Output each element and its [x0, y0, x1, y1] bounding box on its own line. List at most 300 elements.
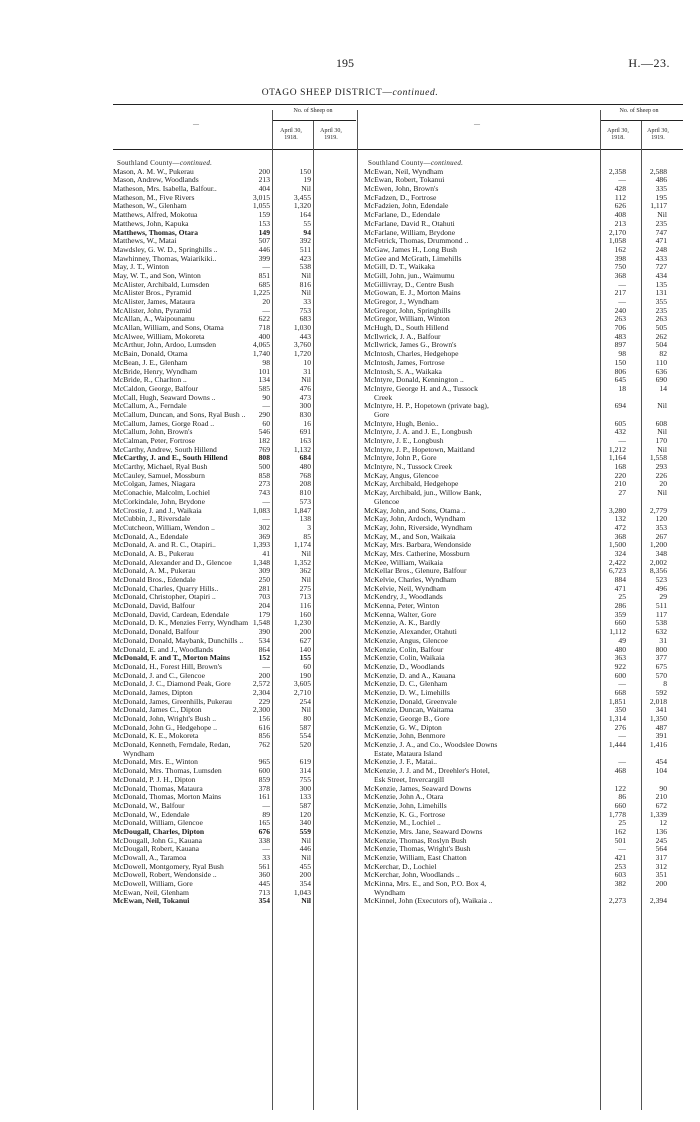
table-row: [113, 176, 356, 185]
table-row: [113, 819, 356, 828]
table-row: [364, 489, 684, 498]
sheep-count-1918: 856: [258, 731, 270, 741]
owner-name: McBain, Donald, Otama: [113, 350, 188, 359]
sheep-count-1919: 1,847: [293, 505, 311, 515]
sheep-count-1918: 253: [614, 861, 626, 871]
table-row: [364, 368, 684, 377]
owner-name: McKerchar, John, Woodlands ..: [364, 871, 460, 880]
owner-name: McDonald, Thomas, Morton Mains: [113, 793, 222, 802]
table-row: [113, 646, 356, 655]
sheep-count-1918: —: [262, 401, 270, 411]
sheep-count-1919: 753: [299, 305, 311, 315]
sheep-count-1918: 159: [258, 210, 270, 220]
sheep-count-1919: 433: [655, 253, 667, 263]
left-column-header: [113, 106, 356, 148]
owner-name: McDonald, Donald, Balfour: [113, 628, 199, 637]
sheep-count-1918: 3,280: [608, 505, 626, 515]
owner-name: McDowell, William, Gore: [113, 880, 193, 889]
sheep-count-1919: Nil: [301, 575, 311, 584]
owner-name: McKenzie, A. K., Bardly: [364, 619, 441, 628]
table-row: [364, 654, 684, 663]
sheep-count-1919: 3,455: [293, 192, 311, 202]
sheep-count-1918: 250: [258, 575, 270, 584]
sheep-count-1918: 743: [258, 488, 270, 498]
sheep-count-1918: 168: [614, 462, 626, 472]
sheep-count-1919: 254: [299, 696, 311, 706]
owner-name: McAllan, A., Waipounamu: [113, 315, 195, 324]
sheep-count-1918: 354: [258, 896, 270, 906]
sheep-count-1919: 587: [299, 722, 311, 732]
owner-name: McDonald, Kenneth, Ferndale, Redan,: [113, 741, 231, 750]
table-row: [113, 889, 356, 898]
table-row: [113, 637, 356, 646]
table-row: [113, 863, 356, 872]
sheep-count-1919: 354: [299, 879, 311, 889]
owner-name: McBean, J. E., Glenham: [113, 358, 188, 367]
sheep-count-1918: 703: [258, 592, 270, 602]
table-row: [113, 298, 356, 307]
sheep-count-1919: 511: [299, 244, 311, 254]
table-row: [113, 698, 356, 707]
sheep-count-1919: 335: [655, 184, 667, 194]
sheep-count-1918: 398: [614, 253, 626, 263]
sheep-count-1918: 281: [258, 583, 270, 593]
owner-name: McAlwee, William, Mokoreta: [113, 332, 205, 341]
owner-name: McKenzie, J. F., Matai..: [364, 758, 437, 767]
table-row: [364, 472, 684, 481]
sheep-count-1918: 622: [258, 314, 270, 324]
owner-name: May, J. T., Winton: [113, 263, 169, 272]
table-row: [113, 411, 356, 420]
table-row: [113, 315, 356, 324]
sheep-count-1919: 8: [663, 679, 667, 689]
sheep-count-1918: 408: [614, 210, 626, 220]
sheep-count-1919: 200: [299, 627, 311, 637]
sheep-count-1919: 727: [655, 262, 667, 272]
sheep-count-1918: 806: [614, 366, 626, 376]
owner-name: McDonald, John, Wright's Bush ..: [113, 715, 217, 723]
table-row: [364, 637, 684, 646]
owner-name: McCauley, Samuel, Mossburn: [113, 471, 205, 480]
owner-name: McKenzie, Alexander, Otahuti: [364, 628, 457, 637]
table-row: [113, 593, 356, 602]
sheep-count-1919: 235: [655, 218, 667, 228]
right-section-heading: [364, 159, 684, 168]
table-row: [364, 185, 684, 194]
sheep-count-1918: 2,572: [252, 679, 270, 689]
sheep-count-1918: 200: [258, 670, 270, 680]
table-row: [113, 272, 356, 281]
table-row: [113, 454, 356, 463]
owner-name: McDonald, E. and J., Woodlands: [113, 645, 214, 654]
sheep-count-1919: 312: [655, 861, 667, 871]
sheep-count-1919: 1,230: [293, 618, 311, 628]
sheep-count-1919: 1,320: [293, 201, 311, 211]
table-row: [364, 176, 684, 185]
sheep-count-1918: 600: [614, 670, 626, 680]
owner-name: McAlister, James, Mataura: [113, 298, 195, 306]
owner-name: McDonald, Mrs. E., Winton: [113, 758, 198, 767]
sheep-count-1919: 12: [659, 818, 667, 828]
sheep-count-1919: 33: [303, 297, 311, 306]
table-row: [113, 585, 356, 594]
owner-name: McGaw, James H., Long Bush: [364, 245, 457, 254]
table-row: [364, 194, 684, 203]
owner-name: McColgan, James, Niagara: [113, 480, 196, 489]
sheep-count-1919: 351: [655, 870, 667, 880]
sheep-count-1919: 2,588: [649, 166, 667, 176]
table-row: [364, 454, 684, 463]
sheep-count-1919: 476: [299, 383, 311, 393]
owner-name: McCaldon, George, Balfour: [113, 384, 199, 393]
owner-name: McDonald Bros., Edendale: [113, 576, 196, 584]
table-row: [113, 324, 356, 333]
owner-name: Mason, A. M. W., Pukerau: [113, 167, 194, 176]
sheep-count-1919: Nil: [657, 444, 667, 454]
owner-name: McKinnel, John (Executors of), Waikaia ..: [364, 897, 493, 906]
sheep-count-1919: Nil: [301, 375, 311, 385]
owner-name: McKenzie, Colin, Balfour: [364, 645, 444, 654]
sheep-count-1918: —: [262, 661, 270, 671]
sheep-count-1918: 3,015: [252, 192, 270, 202]
owner-name: McIntosh, James, Fortrose: [364, 358, 445, 367]
owner-name: McIlwrick, James G., Brown's: [364, 341, 457, 350]
sheep-count-1919: 471: [655, 236, 667, 246]
sheep-count-1919: 293: [655, 462, 667, 472]
table-row: [364, 819, 684, 828]
sheep-count-1919: 755: [299, 774, 311, 784]
sheep-count-1919: 340: [299, 818, 311, 828]
sheep-count-1919: 10: [303, 357, 311, 367]
left-section-heading: [113, 159, 356, 168]
sheep-count-1918: 1,112: [609, 627, 626, 637]
sheep-count-1919: 810: [299, 488, 311, 498]
table-row: [364, 237, 684, 246]
table-row: [113, 229, 356, 238]
sheep-count-1919: 559: [299, 826, 311, 836]
sheep-count-1919: 120: [299, 809, 311, 819]
owner-name: McDonald, David, Balfour: [113, 602, 195, 611]
sheep-count-1919: 434: [655, 270, 667, 280]
owner-name: McKenzie, Thomas, Wright's Bush: [364, 845, 471, 854]
sheep-subheader-rule-left: [272, 120, 356, 121]
sheep-count-1919: 116: [299, 601, 311, 611]
table-row: [113, 428, 356, 437]
table-row: [113, 706, 356, 715]
sheep-count-1919: 348: [655, 548, 667, 558]
sheep-count-1918: 2,273: [608, 896, 626, 906]
table-row: [364, 498, 684, 507]
right-column: [364, 159, 684, 906]
sheep-count-1918: 428: [614, 184, 626, 194]
sheep-count-1919: 2,710: [293, 687, 311, 697]
table-row: [113, 567, 356, 576]
owner-name: McDougall, John G., Kauana: [113, 836, 202, 845]
sheep-count-1919: 1,339: [649, 809, 667, 819]
table-row: [364, 202, 684, 211]
owner-name: McKenzie, D. W., Limehills: [364, 688, 450, 697]
sheep-count-1918: 660: [614, 800, 626, 810]
owner-name: McDonald, Thomas, Mataura: [113, 784, 203, 793]
table-row: [364, 897, 684, 906]
owner-name: McDowell, Robert, Wendonside ..: [113, 871, 217, 880]
owner-name: McFadzen, D., Fortrose: [364, 193, 437, 202]
owner-name: McKenzie, William, East Chatton: [364, 854, 467, 862]
owner-name: McFarlane, David R., Otahuti: [364, 219, 455, 228]
sheep-count-1918: 368: [614, 531, 626, 541]
sheep-count-1918: 363: [614, 653, 626, 663]
owner-name: McKenzie, Duncan, Waitama: [364, 706, 454, 715]
sheep-count-1918: 86: [618, 792, 626, 802]
owner-name: McDonald, F. and T., Morton Mains: [113, 654, 230, 663]
sheep-count-1918: 1,444: [608, 740, 626, 750]
owner-name: McDougall, Robert, Kauana: [113, 845, 200, 854]
sheep-count-1919: 262: [655, 331, 667, 341]
table-row: [364, 689, 684, 698]
sheep-count-1919: 377: [655, 653, 667, 663]
owner-name: McKenzie, Angus, Glencoe: [364, 636, 448, 645]
table-row: [113, 663, 356, 672]
owner-name: McIntyre, J. P., Hopetown, Maitland: [364, 445, 475, 454]
sheep-count-1918: 162: [614, 826, 626, 836]
table-row: [364, 628, 684, 637]
sheep-count-1919: 619: [299, 757, 311, 767]
owner-name: McKay, Archibald, Hedgehope: [364, 480, 459, 489]
sheep-count-1919: Nil: [657, 401, 667, 411]
owner-name: McKenzie, J. J. and M., Dreehler's Hotel,: [364, 767, 490, 776]
left-section-cont: continued.: [179, 159, 213, 167]
table-row: [364, 524, 684, 533]
table-row: [113, 654, 356, 663]
owner-name: McCubbin, J., Riversdale: [113, 515, 191, 524]
sheep-count-1919: 672: [655, 800, 667, 810]
owner-name: McDonald, Alexander and D., Glencoe: [113, 558, 232, 567]
owner-name: Mason, Andrew, Woodlands: [113, 176, 199, 185]
sheep-count-1918: 213: [258, 175, 270, 185]
table-row: [364, 741, 684, 750]
table-row: [113, 732, 356, 741]
table-row: [364, 619, 684, 628]
table-row: [364, 168, 684, 177]
owner-name: Matthews, Thomas, Otara: [113, 228, 199, 237]
owner-name: Matheson, M., Five Rivers: [113, 193, 195, 202]
owner-name: McKenzie, James, Seaward Downs: [364, 784, 472, 793]
sheep-count-1918: 2,304: [252, 687, 270, 697]
table-row: [364, 315, 684, 324]
right-section-cont: continued.: [430, 159, 464, 167]
table-row: [113, 341, 356, 350]
owner-name: McKenzie, D. and A., Kauana: [364, 671, 456, 680]
sheep-count-1919: 131: [655, 288, 667, 298]
sheep-count-1919: 300: [299, 401, 311, 411]
sheep-count-1919: 190: [299, 670, 311, 680]
sheep-count-1919: 520: [299, 740, 311, 750]
sheep-count-1918: 33: [262, 853, 270, 862]
sheep-count-1919: 94: [303, 227, 311, 237]
owner-name: McGregor, John, Springhills: [364, 306, 451, 315]
sheep-count-1918: 324: [614, 548, 626, 558]
table-row: [364, 263, 684, 272]
table-row: [364, 437, 684, 446]
table-row: [364, 255, 684, 264]
table-row: [113, 211, 356, 220]
owner-name: McCarthy, J. and E., South Hillend: [113, 454, 228, 463]
sheep-count-1919: 80: [303, 714, 311, 723]
sheep-count-1919: 505: [655, 323, 667, 333]
sheep-count-1918: 480: [614, 644, 626, 654]
owner-name: McCarthy, Andrew, South Hillend: [113, 445, 217, 454]
sheep-count-1919: 208: [299, 479, 311, 489]
sheep-count-1918: 1,164: [608, 453, 626, 463]
sheep-count-1919: 592: [655, 687, 667, 697]
table-row: [364, 776, 684, 785]
table-row: [364, 333, 684, 342]
table-row: [113, 758, 356, 767]
table-row: [113, 550, 356, 559]
sheep-count-1919: 1,350: [649, 714, 667, 723]
table-row: [113, 185, 356, 194]
sheep-count-1918: 600: [258, 766, 270, 776]
sheep-count-1918: —: [262, 305, 270, 315]
sheep-count-1919: 355: [655, 297, 667, 306]
sheep-count-1919: 245: [655, 835, 667, 845]
sheep-count-1919: 353: [655, 522, 667, 532]
table-row: [364, 811, 684, 820]
sheep-count-1919: 314: [299, 766, 311, 776]
document-reference: H.—23.: [628, 56, 670, 70]
owner-name: McDonald, James C., Dipton: [113, 706, 202, 715]
owner-name: McKellar Bros., Glenure, Balfour: [364, 567, 467, 576]
sheep-count-1919: 443: [299, 331, 311, 341]
owner-name: McCallum, Duncan, and Sons, Ryal Bush ..: [113, 410, 246, 419]
sheep-count-1919: 341: [655, 705, 667, 715]
table-row: [113, 463, 356, 472]
left-section-main: Southland County—: [117, 159, 180, 167]
table-row: [113, 289, 356, 298]
sheep-count-1918: 1,740: [252, 349, 270, 359]
sheep-count-1918: 694: [614, 401, 626, 411]
sheep-count-1918: 162: [614, 244, 626, 254]
owner-name: McAlister Bros., Pyramid: [113, 289, 192, 298]
owner-name: McConachie, Malcolm, Lochiel: [113, 489, 211, 498]
sheep-count-1918: 1,314: [608, 714, 626, 723]
sheep-count-1918: 378: [258, 783, 270, 793]
sheep-count-1918: 1,548: [252, 618, 270, 628]
sheep-count-1918: 472: [614, 522, 626, 532]
sheep-count-1918: 2,300: [252, 705, 270, 715]
sheep-count-1918: 1,083: [252, 505, 270, 515]
sheep-count-1918: 1,851: [608, 696, 626, 706]
sheep-count-1918: 713: [258, 887, 270, 897]
owner-name: McDonald, D. K., Menzies Ferry, Wyndham: [113, 619, 249, 628]
table-row: [364, 793, 684, 802]
right-header-dash: —: [474, 122, 480, 128]
owner-name: McKenzie, John, Limehills: [364, 801, 447, 810]
left-header-year-1918: April 30, 1918.: [280, 128, 302, 141]
sheep-count-1918: 851: [258, 270, 270, 280]
sheep-count-1919: Nil: [301, 896, 311, 906]
table-row: [113, 715, 356, 724]
owner-name: McKenzie, George B., Gore: [364, 715, 450, 723]
owner-name: McKay, John, Ardoch, Wyndham: [364, 515, 466, 524]
sheep-count-1919: 1,558: [649, 453, 667, 463]
table-row: [113, 541, 356, 550]
table-row: [113, 811, 356, 820]
sheep-count-1919: 210: [655, 792, 667, 802]
sheep-count-1919: 163: [299, 436, 311, 445]
sheep-count-1918: 60: [262, 418, 270, 428]
table-row: [113, 281, 356, 290]
right-column-header: [364, 106, 684, 148]
sheep-count-1918: 4,065: [252, 340, 270, 350]
sheep-count-1919: 1,174: [293, 540, 311, 550]
table-row: [364, 229, 684, 238]
table-row: [113, 776, 356, 785]
owner-name: McKenzie, Mrs. Jane, Seaward Downs: [364, 827, 483, 836]
table-row: [364, 420, 684, 429]
table-row: [113, 255, 356, 264]
owner-name: McDonald, Donald, Maybank, Dunchills ..: [113, 636, 244, 645]
table-row: [113, 672, 356, 681]
owner-name: McKenzie, D., Woodlands: [364, 662, 445, 671]
table-row: [364, 785, 684, 794]
sheep-count-1919: Nil: [301, 705, 311, 715]
sheep-count-1919: 3,760: [293, 340, 311, 350]
sheep-count-1919: 226: [655, 470, 667, 480]
sheep-count-1918: 220: [614, 470, 626, 480]
sheep-count-1918: 89: [262, 809, 270, 819]
sheep-count-1918: 605: [614, 418, 626, 428]
sheep-count-1918: 18: [618, 383, 626, 393]
table-row: [364, 889, 684, 898]
sheep-count-1918: 864: [258, 644, 270, 654]
sheep-count-1919: 120: [655, 514, 667, 524]
table-row: [113, 533, 356, 542]
owner-name: McEwan, Neil, Glenham: [113, 888, 189, 897]
table-row: [364, 567, 684, 576]
owner-name: McIntyre, H. P., Hopetown (private bag),: [364, 402, 489, 411]
owner-name: McDonald, Charles, Quarry Hills..: [113, 584, 219, 593]
sheep-count-1918: 276: [614, 722, 626, 732]
table-row: [364, 446, 684, 455]
sheep-count-1918: 404: [258, 184, 270, 194]
sheep-count-1918: 884: [614, 575, 626, 584]
table-row: [364, 646, 684, 655]
table-row: [113, 837, 356, 846]
owner-name: McAlister, John, Pyramid: [113, 306, 192, 315]
right-header-sheep-label: No. of Sheep on: [619, 108, 659, 114]
owner-name: Glencoe: [374, 497, 400, 506]
owner-name: McIntyre, N., Tussock Creek: [364, 463, 453, 472]
table-row: [364, 402, 684, 411]
owner-name: McArthur, John, Ardoo, Lumsden: [113, 341, 217, 350]
sheep-count-1919: 2,002: [649, 557, 667, 567]
owner-name: McDonald, J. C., Diamond Peak, Gore: [113, 680, 231, 689]
sheep-count-1918: 132: [614, 514, 626, 524]
sheep-count-1918: 338: [258, 835, 270, 845]
sheep-count-1919: 155: [299, 653, 311, 663]
table-row: [113, 802, 356, 811]
table-row: [364, 411, 684, 420]
sheep-count-1918: 718: [258, 323, 270, 333]
owner-name: McGowan, E. J., Morton Mains: [364, 289, 461, 298]
sheep-count-1919: 684: [299, 453, 311, 463]
sheep-count-1918: 446: [258, 244, 270, 254]
table-row: [364, 758, 684, 767]
owner-name: McHugh, D., South Hillend: [364, 324, 449, 333]
owner-name: McIntosh, S. A., Waikaka: [364, 367, 442, 376]
table-row: [364, 724, 684, 733]
